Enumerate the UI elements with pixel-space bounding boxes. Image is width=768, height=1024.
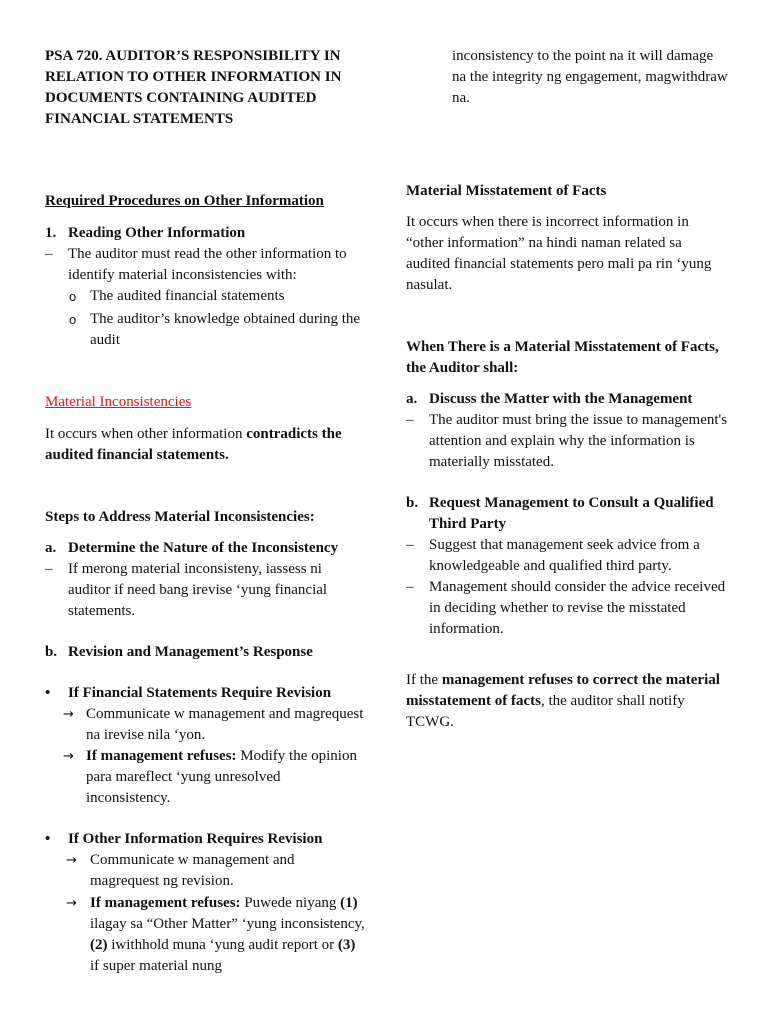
step-a-text: If merong material inconsisteny, iassess ni auditor if need bang irevise ‘yung financial statements. bbox=[68, 561, 328, 619]
fs-revision-heading bbox=[45, 683, 367, 704]
arrow-marker: → bbox=[66, 853, 77, 868]
oi-revision-heading bbox=[45, 829, 367, 850]
material-inconsistencies-heading: Material Inconsistencies bbox=[45, 394, 192, 410]
final-paragraph bbox=[406, 670, 728, 733]
step-a-section bbox=[45, 538, 367, 622]
dash-marker: – bbox=[406, 412, 414, 428]
mi-para-prefix: It occurs when other information bbox=[45, 426, 247, 442]
continuation-text: inconsistency to the point na it will damage na the integrity ng engagement, magwithdraw na. bbox=[452, 48, 728, 106]
final-prefix: If the bbox=[406, 672, 442, 688]
mmf-paragraph: It occurs when there is incorrect information in “other information” na hindi naman related sa audited financial statements pero mali pa rin ‘yung nasulat. bbox=[406, 214, 712, 293]
step-a-heading bbox=[45, 538, 367, 559]
reading-heading-text: Reading Other Information bbox=[68, 225, 246, 241]
final-suffix: , the auditor shall notify TCWG. bbox=[406, 693, 685, 730]
arrow-marker: → bbox=[63, 749, 74, 764]
oi-num: (3) bbox=[337, 937, 356, 953]
item-b-point: Suggest that management seek advice from a knowledgeable and qualified third party. bbox=[429, 537, 700, 574]
document-title: PSA 720. AUDITOR’S RESPONSIBILITY IN RELATION TO OTHER INFORMATION IN DOCUMENTS CONTAINING AUDITED FINANCIAL STATEMENTS bbox=[45, 48, 342, 127]
oi-num: (2) bbox=[90, 937, 108, 953]
arrow-marker: → bbox=[66, 896, 77, 911]
material-inconsistencies-paragraph bbox=[45, 424, 367, 466]
fs-revision-line1: Communicate w management and magrequest na irevise nila ‘yon. bbox=[86, 706, 364, 743]
item-b-point: Management should consider the advice received in deciding whether to revise the misstated information. bbox=[429, 579, 726, 637]
item-a-heading-text: Discuss the Matter with the Management bbox=[429, 391, 693, 407]
step-a-letter: a. bbox=[45, 540, 57, 556]
step-b-letter: b. bbox=[45, 644, 58, 660]
fs-revision-refuses-text: Modify the opinion para mareflect ‘yung unresolved inconsistency. bbox=[86, 748, 357, 806]
step-a-heading-text: Determine the Nature of the Inconsistency bbox=[68, 540, 339, 556]
step-b-heading bbox=[45, 642, 367, 663]
oi-text: Puwede niyang bbox=[240, 895, 341, 911]
fs-revision-heading-text: If Financial Statements Require Revision bbox=[68, 685, 332, 701]
arrow-marker: → bbox=[63, 707, 74, 722]
item-b-heading-text: Request Management to Consult a Qualified Third Party bbox=[429, 495, 714, 532]
dash-marker: – bbox=[406, 579, 414, 595]
item-b-letter: b. bbox=[406, 495, 419, 511]
item-a-heading bbox=[406, 389, 728, 410]
oi-revision-step bbox=[45, 850, 367, 892]
reading-heading bbox=[45, 223, 367, 244]
step-b-heading-text: Revision and Management’s Response bbox=[68, 644, 313, 660]
oi-text: ilagay sa “Other Matter” ‘yung inconsistency, bbox=[90, 916, 365, 932]
item-a-letter: a. bbox=[406, 391, 418, 407]
oi-revision-section bbox=[45, 829, 367, 977]
reading-text: The auditor must read the other information to identify material inconsistencies with: bbox=[68, 246, 347, 283]
item-b-dash-item bbox=[406, 535, 728, 577]
item-a-section bbox=[406, 389, 728, 473]
reading-number: 1. bbox=[45, 225, 57, 241]
step-b-section bbox=[45, 642, 367, 663]
steps-heading: Steps to Address Material Inconsistencies: bbox=[45, 509, 315, 525]
item-a-text: The auditor must bring the issue to management's attention and explain why the information is materially misstated. bbox=[429, 412, 728, 470]
item-b-heading bbox=[406, 493, 728, 535]
dash-marker: – bbox=[45, 246, 53, 262]
item-b-section bbox=[406, 493, 728, 640]
oi-revision-step bbox=[45, 893, 367, 977]
oi-revision-heading-text: If Other Information Requires Revision bbox=[68, 831, 323, 847]
sub-marker: o bbox=[69, 289, 77, 304]
reading-sub-item-text: The audited financial statements bbox=[90, 288, 285, 304]
oi-text: iwithhold muna ‘yung audit report or bbox=[107, 937, 338, 953]
bullet-marker: • bbox=[45, 831, 51, 847]
oi-revision-refuses-label: If management refuses: bbox=[90, 895, 241, 911]
fs-revision-section bbox=[45, 683, 367, 809]
required-procedures-heading: Required Procedures on Other Information bbox=[45, 193, 324, 209]
mmf-heading: Material Misstatement of Facts bbox=[406, 183, 607, 199]
final-bold: management refuses to correct the material misstatement of facts bbox=[406, 672, 720, 709]
sub-marker: o bbox=[69, 312, 77, 327]
fs-revision-refuses-label: If management refuses: bbox=[86, 748, 237, 764]
dash-marker: – bbox=[45, 561, 53, 577]
oi-num: (1) bbox=[340, 895, 358, 911]
dash-marker: – bbox=[406, 537, 414, 553]
oi-revision-line1: Communicate w management and magrequest ng revision. bbox=[90, 852, 295, 889]
oi-text: if super material nung bbox=[90, 958, 223, 974]
reading-sub-item-text: The auditor’s knowledge obtained during the audit bbox=[90, 311, 361, 348]
item-b-dash-item bbox=[406, 577, 728, 640]
when-heading: When There is a Material Misstatement of Facts, the Auditor shall: bbox=[406, 339, 719, 376]
fs-revision-step bbox=[45, 704, 367, 746]
reading-sub-item bbox=[45, 309, 367, 351]
step-a-dash-item bbox=[45, 559, 367, 622]
reading-section bbox=[45, 223, 367, 351]
mi-para-bold: contradicts the audited financial statements. bbox=[45, 426, 342, 463]
fs-revision-step bbox=[45, 746, 367, 809]
reading-sub-item bbox=[45, 286, 367, 307]
reading-dash-item bbox=[45, 244, 367, 286]
bullet-marker: • bbox=[45, 685, 51, 701]
item-a-dash-item bbox=[406, 410, 728, 473]
